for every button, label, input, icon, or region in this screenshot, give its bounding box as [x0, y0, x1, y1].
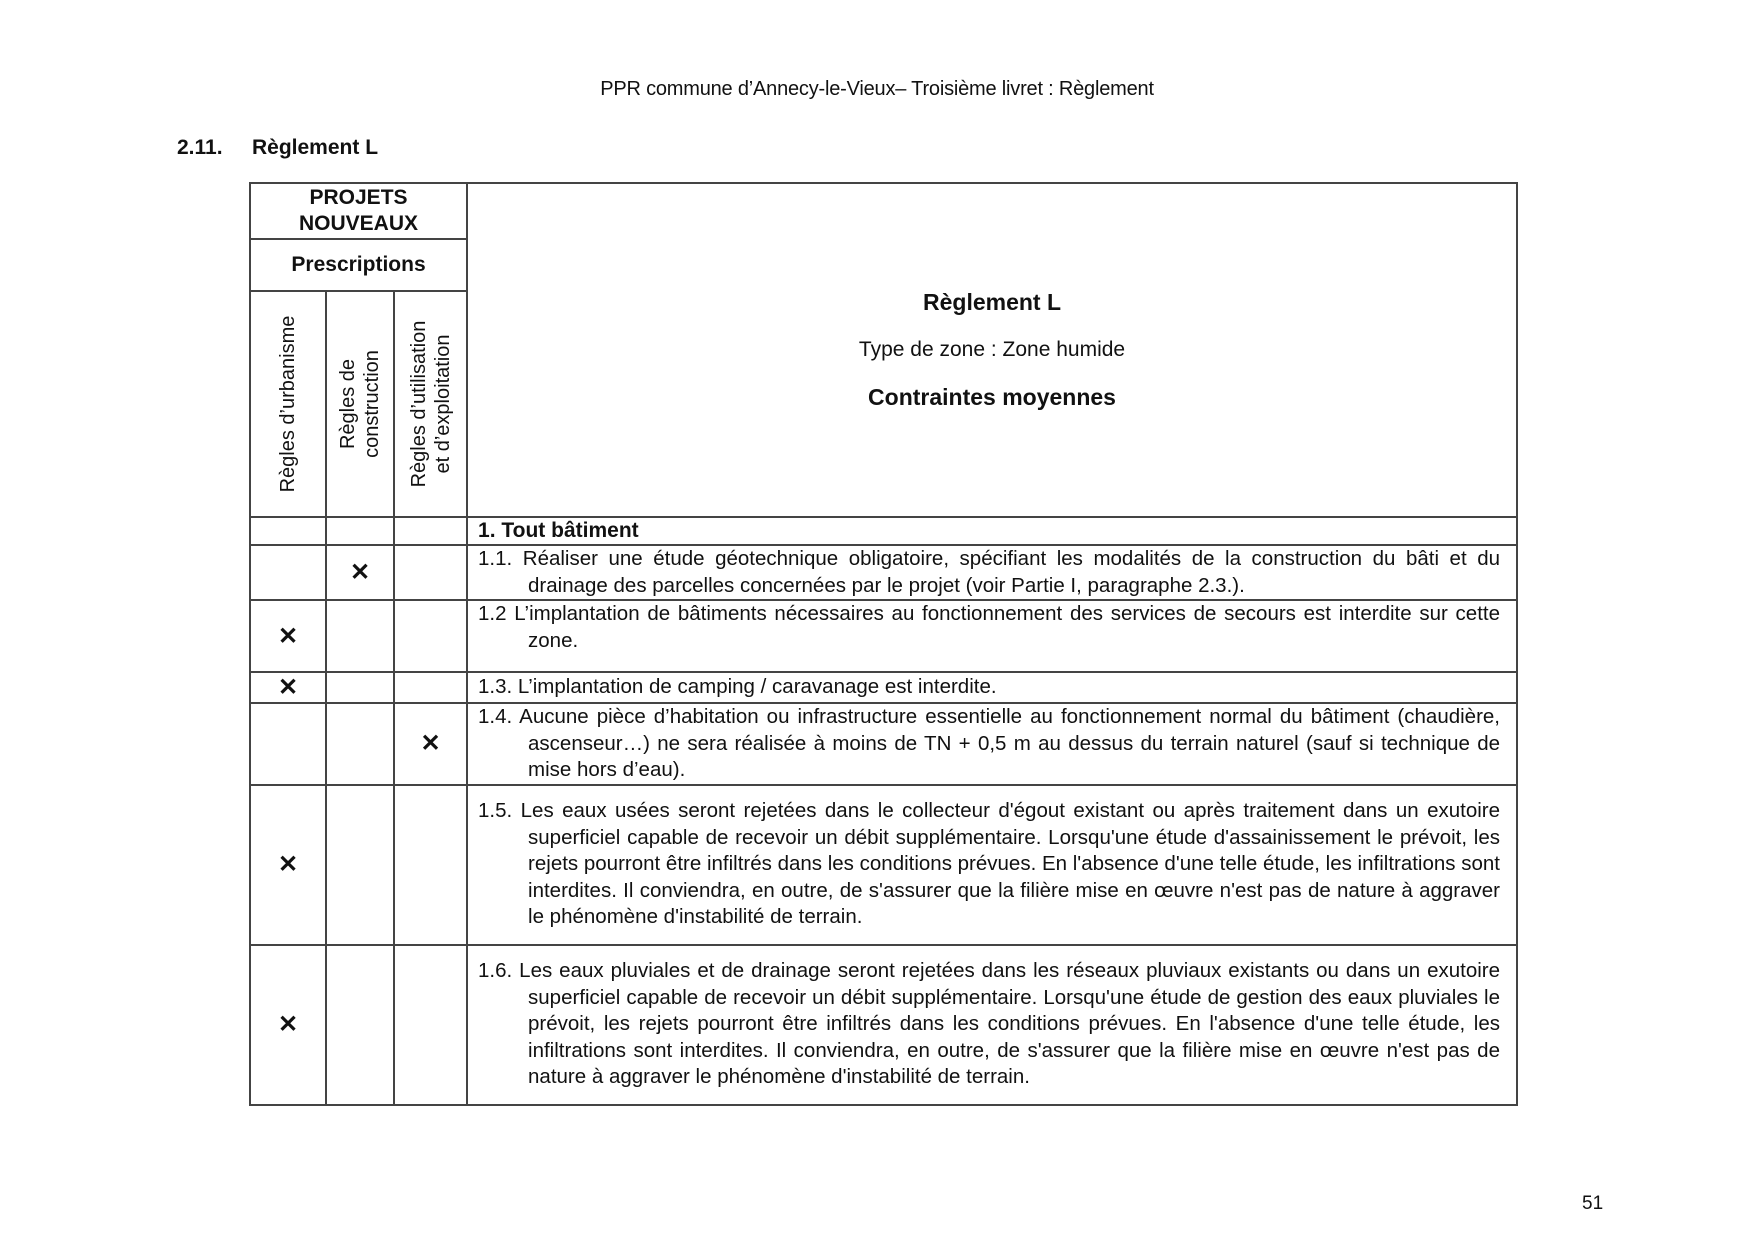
mark-urbanisme: ✕ [250, 600, 326, 672]
rule-paragraph: 1.5. Les eaux usées seront rejetées dans le collecteur d'égout existant ou après traitement dans un exutoire superficiel capable de recevoir un débit supplémentaire. Lorsqu'une étude d'assainissement le prévoit, les rejets pourront être infiltrés dans les conditions prévues. En l'absence d'une telle étude, les infiltrations sont interdites. Il conviendra, en outre, de s'assurer que la filière mise en œuvre n'est pas de nature à aggraver le phénomène d'instabilité de terrain. [478, 799, 1500, 929]
column-header-construction [326, 291, 394, 517]
rule-paragraph: 1.2 L’implantation de bâtiments nécessaires au fonctionnement des services de secours est interdite sur cette zone. [478, 602, 1500, 652]
column-label: Règles d’utilisation [407, 320, 430, 488]
table-row [250, 945, 1517, 1105]
column-label: Règles d’urbanisme [277, 315, 299, 493]
table-row [250, 785, 1517, 945]
mark-construction [326, 672, 394, 703]
mark-utilisation [394, 785, 467, 945]
page-number: 51 [1582, 1193, 1604, 1214]
mark-urbanisme: ✕ [250, 672, 326, 703]
mark-urbanisme: ✕ [250, 785, 326, 945]
table-row [250, 545, 1517, 600]
mark-urbanisme: ✕ [250, 945, 326, 1105]
mark-utilisation: ✕ [394, 703, 467, 785]
mark-urbanisme [250, 703, 326, 785]
prescriptions-header [250, 239, 467, 291]
table-row [250, 600, 1517, 672]
table-row [250, 703, 1517, 785]
rule-text [467, 945, 1517, 1105]
mark-construction: ✕ [326, 545, 394, 600]
mark-urbanisme [250, 545, 326, 600]
mark-utilisation [394, 545, 467, 600]
column-label: construction [361, 350, 383, 458]
section-title-text: Règlement L [252, 136, 379, 159]
reglement-title: Règlement L [923, 289, 1062, 315]
mark-construction [326, 785, 394, 945]
mark-utilisation [394, 945, 467, 1105]
section-number: 2.11. [177, 136, 223, 159]
rule-text [467, 545, 1517, 600]
mark-construction [326, 703, 394, 785]
mark-construction [326, 600, 394, 672]
rule-text [467, 785, 1517, 945]
rule-text [467, 672, 1517, 703]
column-header-urbanisme [250, 291, 326, 517]
zone-type: Type de zone : Zone humide [858, 338, 1126, 361]
mark-utilisation [394, 672, 467, 703]
mark-utilisation [394, 600, 467, 672]
prescriptions-label: Prescriptions [291, 253, 426, 276]
projets-nouveaux-label: PROJETS NOUVEAUX [299, 186, 419, 235]
table-row [250, 672, 1517, 703]
rule-text [467, 703, 1517, 785]
section-heading: 1. Tout bâtiment [467, 517, 1517, 545]
empty-cell [250, 517, 326, 545]
reglement-header-cell [467, 183, 1517, 517]
column-label: et d’exploitation [431, 334, 454, 474]
projets-nouveaux-header [250, 183, 467, 239]
column-header-utilisation [394, 291, 467, 517]
running-header: PPR commune d’Annecy-le-Vieux– Troisième livret : Règlement [600, 78, 1154, 100]
rule-paragraph: 1.3. L’implantation de camping / caravanage est interdite. [478, 675, 997, 699]
constraint-level: Contraintes moyennes [868, 384, 1116, 410]
reglement-table [249, 182, 1518, 1106]
rule-paragraph: 1.6. Les eaux pluviales et de drainage seront rejetées dans les réseaux pluviaux existants ou dans un exutoire superficiel capable de recevoir un débit supplémentaire. Lorsqu'une étude de gestion des eaux pluviales le prévoit, les rejets pourront être infiltrés dans les conditions prévues. En l'absence d'une telle étude, les infiltrations sont interdites. Il conviendra, en outre, de s'assurer que la filière mise en œuvre n'est pas de nature à aggraver le phénomène d'instabilité de terrain. [478, 959, 1500, 1089]
column-label: Règles de [337, 358, 359, 450]
mark-construction [326, 945, 394, 1105]
rule-paragraph: 1.1. Réaliser une étude géotechnique obligatoire, spécifiant les modalités de la construction du bâti et du drainage des parcelles concernées par le projet (voir Partie I, paragraphe 2.3.). [478, 547, 1500, 597]
section-title [177, 136, 378, 160]
empty-cell [394, 517, 467, 545]
empty-cell [326, 517, 394, 545]
rule-paragraph: 1.4. Aucune pièce d’habitation ou infrastructure essentielle au fonctionnement normal du bâtiment (chaudière, ascenseur…) ne sera réalisée à moins de TN + 0,5 m au dessus du terrain naturel (sauf si technique de mise hors d’eau). [478, 705, 1500, 781]
rule-text [467, 600, 1517, 672]
